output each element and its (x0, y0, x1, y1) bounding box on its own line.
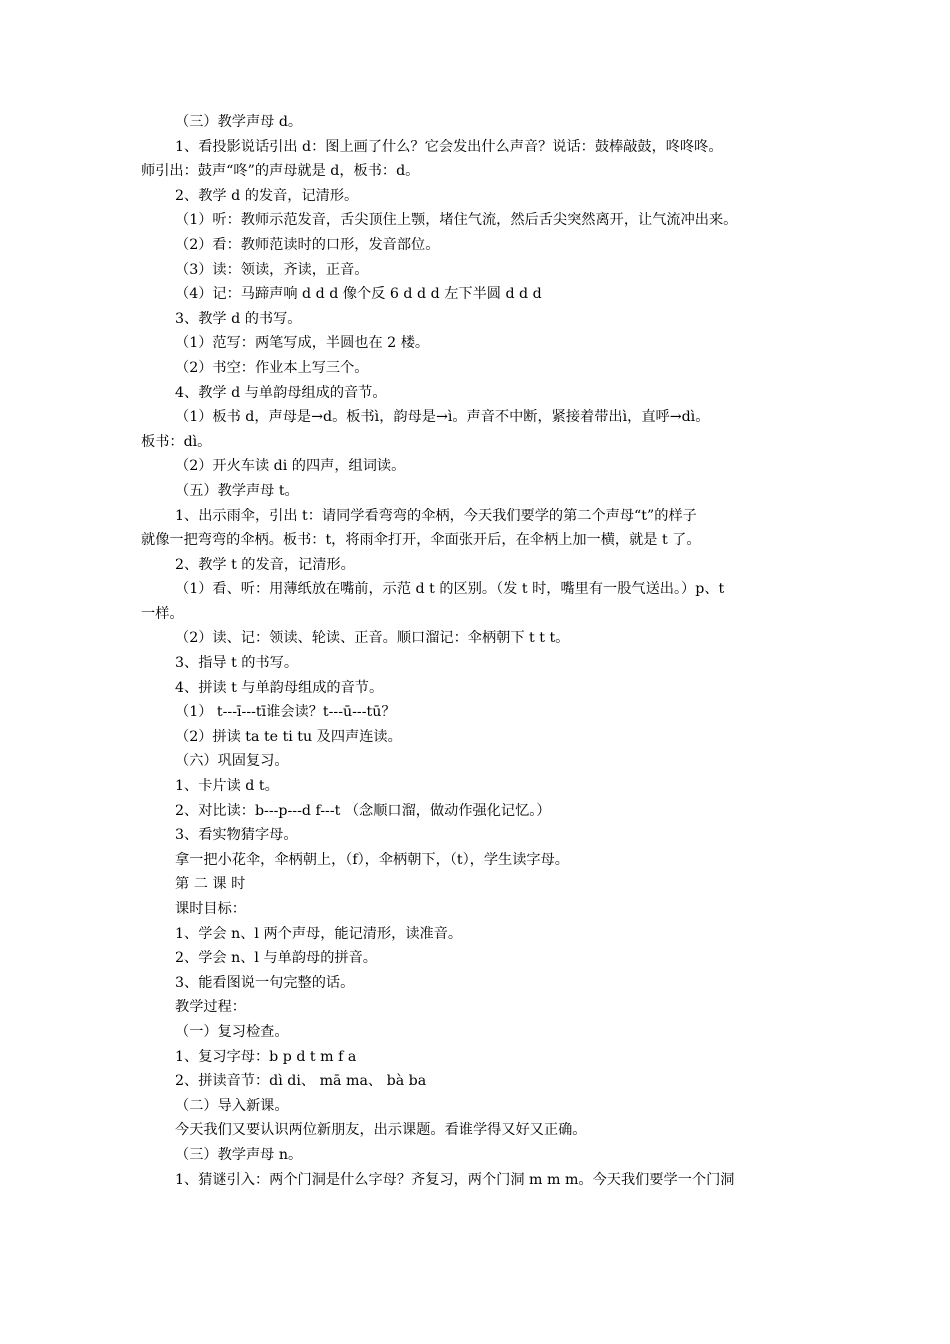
paragraph-line: （2）读、记：领读、轮读、正音。顺口溜记：伞柄朝下 t t t。 (175, 630, 570, 647)
section-heading: （一）复习检查。 (175, 1023, 289, 1040)
paragraph-line: 1、看投影说话引出 d：图上画了什么？它会发出什么声音？说话：鼓棒敲鼓，咚咚咚。 (175, 138, 723, 155)
section-heading: （二）导入新课。 (175, 1097, 289, 1114)
paragraph-line: （1）听：教师示范发音，舌尖顶住上颚，堵住气流，然后舌尖突然离开，让气流冲出来。 (175, 212, 738, 229)
paragraph-line: 2、教学 t 的发音，记清形。 (175, 556, 355, 573)
paragraph-line: （1）范写：两笔写成，半圆也在 2 楼。 (175, 335, 430, 352)
paragraph-line: （1）看、听：用薄纸放在嘴前，示范 d t 的区别。（发 t 时，嘴里有一股气送出。）p、t (175, 581, 725, 598)
paragraph-line: 1、复习字母：b p d t m f a (175, 1048, 357, 1065)
section-heading: （三）教学声母 d。 (175, 114, 303, 130)
paragraph-line: （1）板书 d，声母是→d。板书ì，韵母是→ì。声音不中断，紧接着带出ì，直呼→dì。 (175, 409, 710, 426)
paragraph-line: 3、教学 d 的书写。 (175, 310, 302, 327)
paragraph-line: 2、教学 d 的发音，记清形。 (175, 187, 359, 204)
paragraph-line: 3、看实物猜字母。 (175, 827, 298, 844)
section-heading: （六）巩固复习。 (175, 753, 289, 770)
paragraph-line: （2）书空：作业本上写三个。 (175, 359, 369, 376)
paragraph-line: 4、教学 d 与单韵母组成的音节。 (175, 384, 387, 401)
paragraph-line: 3、指导 t 的书写。 (175, 655, 299, 672)
paragraph-line: 2、对比读：b---p---d f---t （念顺口溜，做动作强化记忆。） (175, 802, 551, 819)
paragraph-line: 1、卡片读 d t。 (175, 778, 279, 795)
document-body (141, 110, 821, 1192)
paragraph-line: 拿一把小花伞，伞柄朝上，（f），伞柄朝下，（t），学生读字母。 (175, 851, 569, 868)
paragraph-line: 1、学会 n、l 两个声母，能记清形，读准音。 (175, 925, 463, 942)
lesson-heading: 第 二 课 时 (175, 876, 246, 893)
paragraph-line: 1、出示雨伞，引出 t：请同学看弯弯的伞柄，今天我们要学的第二个声母“t”的样子 (175, 507, 697, 524)
paragraph-line: 4、拼读 t 与单韵母组成的音节。 (175, 679, 384, 696)
paragraph-line: 2、拼读音节：dì di、 mā ma、 bà ba (175, 1073, 427, 1090)
paragraph-line: （2）开火车读 di 的四声，组词读。 (175, 458, 406, 475)
paragraph-line: 教学过程： (175, 999, 246, 1016)
paragraph-line: 就像一把弯弯的伞柄。板书：t，将雨伞打开，伞面张开后，在伞柄上加一横，就是 t 了。 (141, 532, 701, 549)
section-heading: （三）教学声母 n。 (175, 1146, 303, 1163)
section-heading: （五）教学声母 t。 (175, 482, 299, 499)
paragraph-line: （2）看：教师范读时的口形，发音部位。 (175, 236, 440, 253)
paragraph-line: 今天我们又要认识两位新朋友，出示课题。看谁学得又好又正确。 (175, 1122, 587, 1139)
paragraph-line: 2、学会 n、l 与单韵母的拼音。 (175, 950, 377, 967)
paragraph-line: 板书：dì。 (141, 433, 212, 450)
paragraph-line: 课时目标： (175, 901, 246, 917)
paragraph-line: 1、猜谜引入：两个门洞是什么字母？齐复习，两个门洞 m m m。今天我们要学一个门洞 (175, 1171, 735, 1188)
paragraph-line: （2）拼读 ta te ti tu 及四声连读。 (175, 728, 402, 745)
paragraph-line: （3）读：领读，齐读，正音。 (175, 261, 369, 278)
paragraph-line: 3、能看图说一句完整的话。 (175, 974, 355, 991)
paragraph-line: （1） t---ī---tī谁会读？t---ū---tū？ (175, 704, 396, 721)
paragraph-line: 师引出：鼓声“咚”的声母就是 d，板书：d。 (141, 163, 420, 180)
paragraph-line: 一样。 (141, 605, 184, 622)
paragraph-line: （4）记：马蹄声响 d d d 像个反 6 d d d 左下半圆 d d d (175, 286, 542, 303)
